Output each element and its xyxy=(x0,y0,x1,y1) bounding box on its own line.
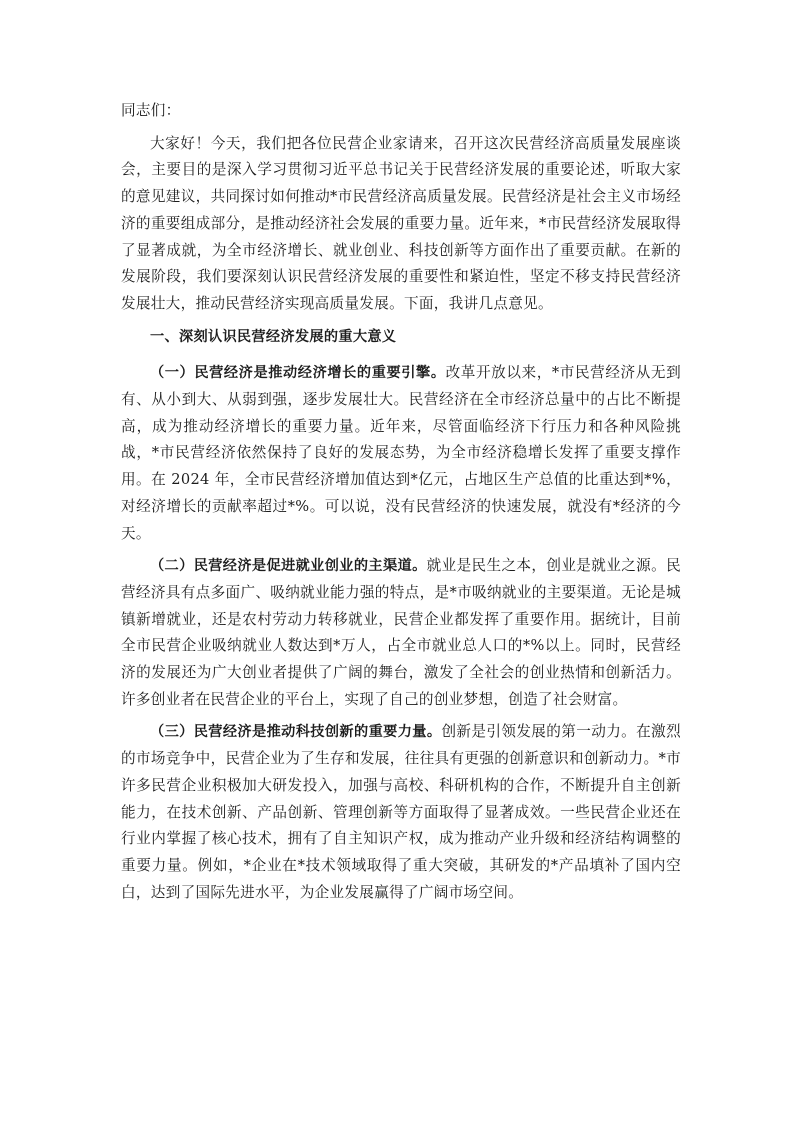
salutation: 同志们： xyxy=(121,102,181,119)
document-body xyxy=(121,98,681,912)
subsection-number: （二） xyxy=(150,558,194,575)
subsection-paragraph-3 xyxy=(121,719,681,906)
subsection-body: 就业是民生之本，创业是就业之源。民营经济具有点多面广、吸纳就业能力强的特点，是*市吸纳就业的主要渠道。无论是城镇新增就业，还是农村劳动力转移就业，民营企业都发挥了重要作用。据统计，目前全市民营企业吸纳就业人数达到*万人，占全市就业总人口的*%以上。同时，民营经济的发展还为广大创业者提供了广阔的舞台，激发了全社会的创业热情和创新活力。许多创业者在民营企业的平台上，实现了自己的创业梦想，创造了社会财富。 xyxy=(121,557,681,708)
subsection-heading: 民营经济是推动经济增长的重要引擎。 xyxy=(194,365,446,382)
subsection-paragraph-2 xyxy=(121,553,681,713)
subsection-paragraph-1 xyxy=(121,360,681,547)
subsection-heading: 民营经济是促进就业创业的主渠道。 xyxy=(193,558,427,575)
subsection-heading: 民营经济是推动科技创新的重要力量。 xyxy=(193,724,442,741)
subsection-number: （一） xyxy=(150,365,195,382)
subsection-number: （三） xyxy=(150,724,194,741)
intro-paragraph: 大家好！今天，我们把各位民营企业家请来，召开这次民营经济高质量发展座谈会，主要目的是深入学习贯彻习近平总书记关于民营经济发展的重要论述，听取大家的意见建议，共同探讨如何推动*市民营经济高质量发展。民营经济是社会主义市场经济的重要组成部分，是推动经济社会发展的重要力量。近年来，*市民营经济发展取得了显著成就，为全市经济增长、就业创业、科技创新等方面作出了重要贡献。在新的发展阶段，我们要深刻认识民营经济发展的重要性和紧迫性，坚定不移支持民营经济发展壮大，推动民营经济实现高质量发展。下面，我讲几点意见。 xyxy=(121,134,681,312)
section-heading: 一、深刻认识民营经济发展的重大意义 xyxy=(150,328,397,345)
subsection-body: 改革开放以来，*市民营经济从无到有、从小到大、从弱到强，逐步发展壮大。民营经济在全市经济总量中的占比不断提高，成为推动经济增长的重要力量。近年来，尽管面临经济下行压力和各种风险挑战，*市民营经济依然保持了良好的发展态势，为全市经济稳增长发挥了重要支撑作用。在 2024 年，全市民营经济增加值达到*亿元，占地区生产总值的比重达到*%，对经济增长的贡献率超过*%。可以说，没有民营经济的快速发展，就没有*经济的今天。 xyxy=(121,364,681,542)
subsection-body: 创新是引领发展的第一动力。在激烈的市场竞争中，民营企业为了生存和发展，往往具有更强的创新意识和创新动力。*市许多民营企业积极加大研发投入，加强与高校、科研机构的合作，不断提升自主创新能力，在技术创新、产品创新、管理创新等方面取得了显著成效。一些民营企业还在行业内掌握了核心技术，拥有了自主知识产权，成为推动产业升级和经济结构调整的重要力量。例如，*企业在*技术领域取得了重大突破，其研发的*产品填补了国内空白，达到了国际先进水平，为企业发展赢得了广阔市场空间。 xyxy=(121,723,681,901)
